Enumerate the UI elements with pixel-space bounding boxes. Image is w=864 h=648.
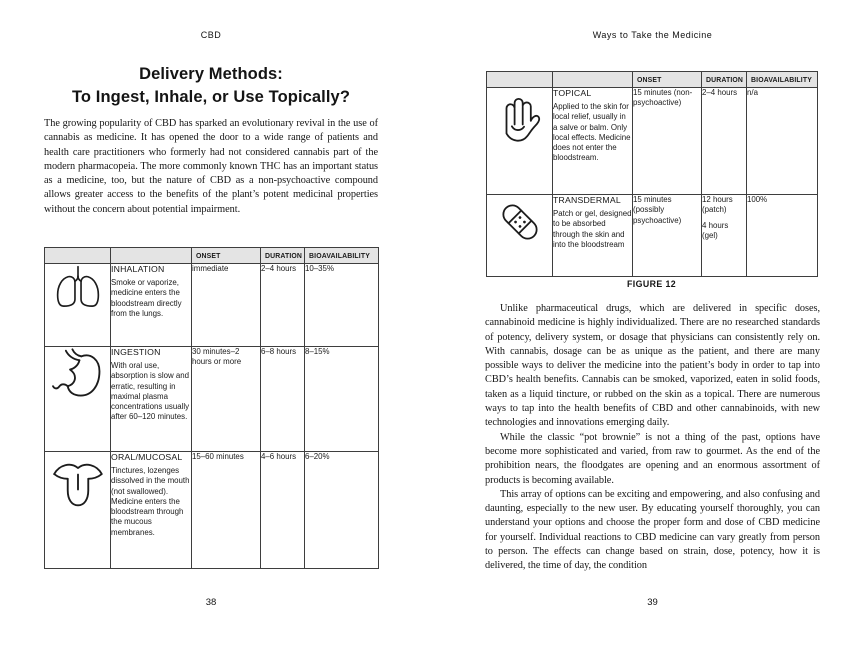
method-cell [111,452,192,569]
method-description: Applied to the skin for local relief, usually in a salve or balm. Only local effects. Medicine does not enter the bloodstream. [553,102,631,163]
body-paragraph-3: This array of options can be exciting and empowering, and also confusing and daunting, especially to the new user. By educating yourself thoroughly, you can understand your options and choose the proper form and dose of CBD medicine for yourself. Individual reactions to CBD medicine can vary greatly from person to person. The effects can change based on strain, dose, potency, how it is delivered, the time of day, the condition [485,488,820,572]
method-cell [553,88,633,195]
method-name: TRANSDERMAL [553,195,621,205]
tongue-icon [50,452,106,512]
method-description: Tinctures, lozenges dissolved in the mouth (not swallowed). Medicine enters the bloodstream through the mucous membranes. [111,466,190,537]
method-name: INGESTION [111,347,161,357]
header-onset: ONSET [192,248,261,264]
method-name: INHALATION [111,264,165,274]
header-duration: DURATION [261,248,305,264]
header-method-col [553,72,633,88]
page-number-right: 39 [647,597,658,608]
oral-icon-cell [45,452,111,569]
table-row-topical [487,88,818,195]
bioavailability-value: 6–20% [305,452,379,569]
method-description: Smoke or vaporize, medicine enters the bloodstream directly from the lungs. [111,278,182,318]
topical-icon-cell [487,88,553,195]
delivery-methods-table-left [44,247,379,569]
hand-icon [493,88,547,152]
method-cell [111,264,192,347]
header-bioavailability: BIOAVAILABILITY [305,248,379,264]
method-name: TOPICAL [553,88,592,98]
body-paragraph-1: Unlike pharmaceutical drugs, which are delivered in specific doses, cannabinoid medicine is highly individualized. There are no researched standards of potency, delivery system, or dosage that physicians can consistently rely on. With cannabis, dosage can be as unique as the patient, and there are many possible ways to deliver the medicine into the patient’s body in order to tap into CBD’s health benefits. Cannabis can be smoked, vaporized, eaten in solid foods, taken as a liquid tincture, or rubbed on the skin as a topical. There are numerous ways to tap into the health benefits of CBD and other cannabinoids, with new technologies and innovations emerging daily. [485,303,820,429]
duration-value [702,195,747,277]
ingestion-icon-cell [45,347,111,452]
running-head-left: CBD [200,30,222,40]
inhalation-icon-cell [45,264,111,347]
chapter-title-line2: To Ingest, Inhale, or Use Topically? [71,87,351,106]
page-number-left: 38 [205,597,217,608]
body-paragraph-2: While the classic “pot brownie” is not a thing of the past, options have become more sophisticated and varied, from raw to gourmet. As the end of the prohibition nears, the floodgates are opening and an enormous assortment of products is becoming available. [485,431,820,486]
table-row-ingestion [45,347,379,452]
duration-value: 2–4 hours [261,264,305,347]
figure-caption: FIGURE 12 [626,279,677,289]
onset-value: 15 minutes (non-psychoactive) [633,88,702,195]
duration-patch: 12 hours (patch) [702,195,733,215]
bandage-icon [493,195,547,249]
bioavailability-value: 100% [747,195,818,277]
header-duration: DURATION [702,72,747,88]
header-bioavailability: BIOAVAILABILITY [747,72,818,88]
onset-value: 15 minutes (possibly psychoactive) [633,195,702,277]
method-cell [111,347,192,452]
header-icon-col [45,248,111,264]
intro-paragraph: The growing popularity of CBD has sparked an evolutionary revival in the use of cannabis as medicine. It has opened the door to a wide range of patients and health care practitioners who formerly had not considered cannabis part of the modern pharmacopeia. The more commonly known THC has an important status as a medicine, too, but the nature of CBD as a non-psychoactive compound allows greater access to the benefits of the plant’s potent medicinal properties without the concern about potential impairment. [44,118,378,215]
table-header-row [45,248,379,264]
header-method-col [111,248,192,264]
onset-value: immediate [192,264,261,347]
table-row-transdermal [487,195,818,277]
duration-value: 2–4 hours [702,88,747,195]
bioavailability-value: n/a [747,88,818,195]
chapter-title-line1: Delivery Methods: [139,65,283,83]
duration-gel: 4 hours (gel) [702,220,729,240]
bioavailability-value: 8–15% [305,347,379,452]
bioavailability-value: 10–35% [305,264,379,347]
table-row-oral-mucosal [45,452,379,569]
running-head-right: Ways to Take the Medicine [592,30,713,40]
table-header-row [487,72,818,88]
method-description: With oral use, absorption is slow and erratic, resulting in maximal plasma concentrations usually after 60–120 minutes. [111,361,190,422]
method-cell [553,195,633,277]
table-row-inhalation [45,264,379,347]
header-icon-col [487,72,553,88]
transdermal-icon-cell [487,195,553,277]
right-body-text [485,302,820,574]
duration-value: 6–8 hours [261,347,305,452]
method-name: ORAL/MUCOSAL [111,452,183,462]
stomach-icon [50,347,106,403]
chapter-title [24,63,398,108]
delivery-methods-table-right [486,71,818,277]
onset-value: 30 minutes–2 hours or more [192,347,261,452]
header-onset: ONSET [633,72,702,88]
duration-value: 4–6 hours [261,452,305,569]
lungs-icon [52,264,104,311]
method-description: Patch or gel, designed to be absorbed through the skin and into the bloodstream [553,209,632,249]
onset-value: 15–60 minutes [192,452,261,569]
